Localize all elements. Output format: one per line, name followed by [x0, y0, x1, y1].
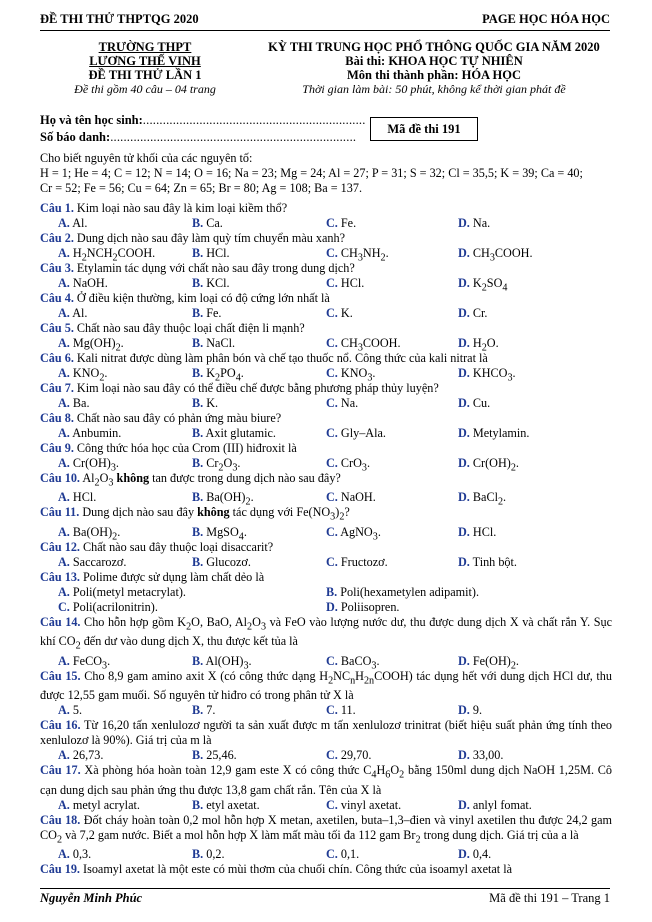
intro-line-1: Cho biết nguyên tử khối của các nguyên tố: — [40, 151, 253, 165]
option-letter: A. — [58, 396, 70, 410]
student-name-field[interactable]: ................................................................... — [142, 113, 366, 127]
option-letter: A. — [58, 584, 70, 599]
option-letter: B. — [192, 703, 204, 718]
answer-option-d[interactable]: D. 9. — [458, 703, 483, 718]
option-letter: D. — [458, 703, 470, 718]
answer-option-d[interactable]: D. $H_2O$. — [458, 336, 499, 354]
answer-option-a[interactable]: A. metyl acrylat. — [58, 797, 140, 812]
exam-code-box: Mã đề thi 191 — [370, 117, 478, 141]
answer-option-b[interactable]: B. Poli(hexametylen adipamit). — [326, 584, 479, 599]
question-stem: Câu 17. Xà phòng hóa hoàn toàn 12,9 gam este X có công thức $C_4H_6O_2$ bằng 150ml dung dịch NaOH 1,25M. Cô cạn dung dịch sau phản ứng thu được 13,8 gam chất rắn. Tên của X là — [40, 763, 612, 797]
option-letter: D. — [458, 426, 470, 440]
question-number: Câu 18. — [40, 812, 81, 827]
question-number: Câu 1. — [40, 201, 74, 215]
answer-option-d[interactable]: D. Na. — [458, 216, 491, 230]
header-left: ĐỀ THI THỬ THPTQG 2020 — [40, 12, 199, 26]
option-letter: B. — [192, 366, 204, 380]
question-stem: Câu 8. Chất nào sau đây có phản ứng màu biure? — [40, 411, 282, 425]
option-letter: D. — [458, 554, 470, 569]
answer-option-b[interactable]: B. Fe. — [192, 306, 222, 320]
option-letter: A. — [58, 703, 70, 718]
answer-option-c[interactable]: C. AgNO$_3$. — [326, 524, 381, 543]
exam-scope: Đề thi gồm 40 câu – 04 trang — [74, 82, 216, 96]
answer-options — [40, 798, 612, 813]
option-letter: D. — [458, 456, 470, 470]
answer-option-d[interactable]: D. $CH_3COOH$. — [458, 246, 533, 264]
answer-option-c[interactable]: C. vinyl axetat. — [326, 797, 402, 812]
question-item — [40, 291, 612, 321]
option-letter: A. — [58, 653, 70, 668]
question-item — [40, 570, 612, 615]
question-item — [40, 540, 612, 570]
answer-options — [40, 456, 612, 474]
answer-option-b[interactable]: B. Axit glutamic. — [192, 426, 276, 440]
question-stem: Câu 9. Công thức hóa học của Crom (III) hiđroxit là — [40, 441, 297, 455]
answer-options — [40, 336, 612, 354]
question-stem: Câu 2. Dung dịch nào sau đây làm quỳ tím chuyển màu xanh? — [40, 231, 345, 245]
answer-options — [40, 366, 612, 384]
answer-option-b[interactable]: B. $K_2PO_4$. — [192, 366, 244, 384]
answer-option-c[interactable]: C. Gly–Ala. — [326, 426, 386, 440]
answer-option-a[interactable]: A. $Mg(OH)_2$. — [58, 336, 124, 354]
answer-option-c[interactable]: C. 11. — [326, 703, 356, 718]
question-number: Câu 11. — [40, 505, 80, 520]
answer-options — [40, 653, 612, 672]
answer-option-a[interactable]: A. $Ba(OH)_2$. — [58, 524, 121, 543]
option-letter: B. — [192, 748, 204, 763]
option-letter: C. — [326, 797, 338, 812]
answer-option-a[interactable]: A. $H_2NCH_2COOH$. — [58, 246, 156, 264]
answer-option-c[interactable]: C. $CH_3NH_2$. — [326, 246, 389, 264]
option-letter: D. — [458, 366, 470, 380]
question-stem: Câu 11. Dung dịch nào sau đây không tác dụng với $Fe(NO_3)_2$? — [40, 505, 350, 523]
answer-option-c[interactable]: C. Poli(acrilonitrin). — [58, 599, 158, 614]
question-number: Câu 13. — [40, 569, 80, 584]
option-letter: C. — [326, 524, 338, 539]
answer-option-d[interactable]: D. Cu. — [458, 396, 491, 410]
option-letter: A. — [58, 216, 70, 230]
answer-options — [40, 524, 612, 543]
option-letter: D. — [458, 336, 470, 350]
option-letter: D. — [458, 276, 470, 290]
option-letter: C. — [326, 216, 338, 230]
option-letter: B. — [192, 797, 204, 812]
answer-option-b[interactable]: B. K. — [192, 396, 219, 410]
answer-option-c[interactable]: C. BaCO$_3$. — [326, 653, 380, 672]
option-letter: A. — [58, 336, 70, 350]
exam-title: KỲ THI TRUNG HỌC PHỔ THÔNG QUỐC GIA NĂM 2020 — [268, 40, 600, 54]
option-letter: D. — [458, 306, 470, 320]
question-stem: Câu 18. Đốt cháy hoàn toàn 0,2 mol hỗn hợp X metan, axetilen, buta–1,3–đien và vinyl axetilen thu được 24,2 gam $CO_2$ và 7,2 gam nước. Biết a mol hỗn hợp X làm mất màu tối đa 112 gam $Br_2$ trong dung dịch. Giá trị của a là — [40, 812, 612, 846]
option-letter: A. — [58, 524, 70, 539]
question-number: Câu 16. — [40, 718, 81, 733]
answer-options — [40, 847, 612, 862]
question-number: Câu 6. — [40, 351, 74, 365]
answer-option-d[interactable]: D. anlyl fomat. — [458, 797, 532, 812]
answer-options — [40, 703, 612, 718]
question-number: Câu 15. — [40, 668, 81, 683]
answer-option-b[interactable]: B. 7. — [192, 703, 216, 718]
option-letter: B. — [192, 653, 204, 668]
answer-options — [40, 276, 612, 294]
answer-option-b[interactable]: B. $Cr_2O_3$. — [192, 456, 241, 474]
answer-option-a[interactable]: A. 26,73. — [58, 748, 104, 763]
option-letter: D. — [458, 797, 470, 812]
answer-options — [40, 306, 612, 321]
option-letter: A. — [58, 847, 70, 862]
answer-option-a[interactable]: A. Anbumin. — [58, 426, 122, 440]
question-number: Câu 4. — [40, 291, 74, 305]
option-letter: C. — [326, 554, 338, 569]
question-item — [40, 411, 612, 441]
option-letter: A. — [58, 554, 70, 569]
option-letter: C. — [326, 456, 338, 470]
option-letter: B. — [192, 246, 204, 260]
option-letter: D. — [458, 748, 470, 763]
header-divider — [40, 30, 610, 31]
answer-option-c[interactable]: C. CrO$_3$. — [326, 456, 371, 474]
answer-option-c[interactable]: C. Fe. — [326, 216, 357, 230]
exam-component: Môn thi thành phần: HÓA HỌC — [346, 68, 521, 82]
option-letter: D. — [458, 490, 470, 505]
option-letter: B. — [192, 336, 204, 350]
intro-line-3: Cr = 52; Fe = 56; Cu = 64; Zn = 65; Br = 80; Ag = 108; Ba = 137. — [40, 181, 362, 195]
answer-options — [40, 426, 612, 441]
option-letter: C. — [326, 653, 338, 668]
option-letter: A. — [58, 306, 70, 320]
question-item — [40, 261, 612, 294]
answer-option-d[interactable]: D. Metylamin. — [458, 426, 530, 440]
footer-author: Nguyễn Minh Phúc — [40, 891, 143, 905]
answer-options — [40, 490, 612, 508]
question-stem: Câu 4. Ở điều kiện thường, kim loại có độ cứng lớn nhất là — [40, 291, 330, 305]
option-letter: B. — [192, 396, 204, 410]
option-letter: C. — [326, 490, 338, 505]
question-item — [40, 441, 612, 474]
question-item — [40, 813, 612, 862]
option-letter: A. — [58, 426, 70, 440]
option-letter: C. — [326, 847, 338, 862]
school-name-1: TRƯỜNG THPT — [98, 40, 192, 54]
option-letter: A. — [58, 246, 70, 260]
answer-option-d[interactable]: D. 33,00. — [458, 748, 504, 763]
option-letter: C. — [58, 599, 70, 614]
option-letter: D. — [326, 599, 338, 614]
question-item — [40, 231, 612, 264]
answer-option-c[interactable]: C. Na. — [326, 396, 359, 410]
answer-option-c[interactable]: C. 29,70. — [326, 748, 372, 763]
exam-time: Thời gian làm bài: 50 phút, không kể thời gian phát đề — [302, 82, 566, 96]
option-letter: D. — [458, 216, 470, 230]
option-letter: C. — [326, 748, 338, 763]
answer-option-a[interactable]: A. NaOH. — [58, 276, 108, 290]
option-letter: D. — [458, 847, 470, 862]
question-stem: Câu 16. Từ 16,20 tấn xenlulozơ người ta sản xuất được m tấn xenlulozơ trinitrat (biết hiệu suất phản ứng tính theo xenlulozơ là 90%). Giá trị của m là — [40, 718, 612, 748]
question-number: Câu 17. — [40, 763, 81, 778]
answer-option-c[interactable]: C. Fructozơ. — [326, 554, 388, 569]
answer-option-b[interactable]: B. MgSO$_4$. — [192, 524, 247, 543]
option-letter: B. — [192, 426, 204, 440]
option-letter: C. — [326, 276, 338, 290]
option-letter: D. — [458, 524, 470, 539]
answer-options — [40, 555, 612, 570]
page-header — [40, 12, 610, 30]
answer-option-d[interactable]: D. $Cr(OH)_2$. — [458, 456, 519, 474]
answer-option-d[interactable]: D. BaCl$_2$. — [458, 490, 507, 508]
answer-option-b[interactable]: B. $Al(OH)_3$. — [192, 653, 252, 672]
question-item — [40, 321, 612, 354]
atomic-mass-intro — [40, 151, 612, 196]
student-name-label: Họ và tên học sinh: — [40, 113, 143, 127]
answer-option-a[interactable]: A. Ba. — [58, 396, 90, 410]
answer-option-a[interactable]: A. 5. — [58, 703, 83, 718]
question-item — [40, 718, 612, 763]
answer-options — [40, 246, 612, 264]
student-id-label: Số báo danh: — [40, 130, 111, 144]
option-letter: B. — [192, 554, 204, 569]
school-block — [40, 40, 250, 96]
question-stem: Câu 3. Etylamin tác dụng với chất nào sau đây trong dung dịch? — [40, 261, 355, 275]
option-letter: D. — [458, 653, 470, 668]
answer-option-b[interactable]: B. NaCl. — [192, 336, 236, 350]
answer-option-b[interactable]: B. $Ba(OH)_2$. — [192, 490, 254, 508]
answer-options — [40, 748, 612, 763]
option-letter: B. — [326, 584, 338, 599]
answer-option-d[interactable]: D. $Fe(OH)_2$. — [458, 653, 519, 672]
answer-option-c[interactable]: C. HCl. — [326, 276, 365, 290]
question-stem: Câu 13. Polime được sử dụng làm chất dẻo là — [40, 569, 265, 584]
option-letter: C. — [326, 336, 338, 350]
answer-option-d[interactable]: D. Poliisopren. — [326, 599, 400, 614]
question-number: Câu 9. — [40, 441, 74, 455]
answer-option-d[interactable]: D. $KHCO_3$. — [458, 366, 516, 384]
option-letter: A. — [58, 490, 70, 505]
answer-option-c[interactable]: C. $CH_3COOH$. — [326, 336, 401, 354]
answer-option-c[interactable]: C. K. — [326, 306, 353, 320]
question-item — [40, 669, 612, 718]
question-number: Câu 7. — [40, 381, 74, 395]
option-letter: C. — [326, 396, 338, 410]
answer-option-b[interactable]: B. Ca. — [192, 216, 223, 230]
question-item — [40, 351, 612, 384]
answer-option-a[interactable]: A. HCl. — [58, 490, 97, 505]
answer-option-a[interactable]: A. Al. — [58, 216, 88, 230]
option-letter: B. — [192, 490, 204, 505]
question-stem: Câu 10. $Al_2O_3$ không tan được trong dung dịch nào sau đây? — [40, 471, 341, 489]
option-letter: B. — [192, 456, 204, 470]
question-item — [40, 763, 612, 812]
question-number: Câu 5. — [40, 321, 74, 335]
question-stem: Câu 15. Cho 8,9 gam amino axit X (có công thức dạng $H_2NC_nH_{2n}COOH$) tác dụng hết với dung dịch HCl dư, thu được 12,55 gam muối. Số nguyên tử hiđro có trong phân tử X là — [40, 668, 612, 703]
answer-option-d[interactable]: D. 0,4. — [458, 847, 492, 862]
page-footer — [40, 888, 610, 908]
answer-option-a[interactable]: A. Al. — [58, 306, 88, 320]
option-letter: A. — [58, 276, 70, 290]
option-letter: B. — [192, 524, 204, 539]
footer-divider — [40, 888, 610, 889]
option-letter: B. — [192, 847, 204, 862]
question-item — [40, 862, 612, 877]
question-number: Câu 12. — [40, 539, 80, 554]
question-number: Câu 3. — [40, 261, 74, 275]
student-id-field[interactable]: .......................................................................... — [110, 130, 357, 144]
question-list — [40, 201, 612, 877]
option-letter: C. — [326, 703, 338, 718]
question-number: Câu 10. — [40, 471, 80, 485]
answer-option-c[interactable]: C. NaOH. — [326, 490, 376, 505]
question-number: Câu 14. — [40, 614, 81, 629]
option-letter: C. — [326, 246, 338, 260]
answer-option-d[interactable]: D. $K_2SO_4$ — [458, 276, 508, 294]
header-right: PAGE HỌC HÓA HỌC — [482, 12, 610, 26]
option-letter: B. — [192, 306, 204, 320]
answer-option-b[interactable]: B. Glucozơ. — [192, 554, 251, 569]
answer-options — [40, 585, 612, 615]
question-item — [40, 201, 612, 231]
intro-line-2: H = 1; He = 4; C = 12; N = 14; O = 16; Na = 23; Mg = 24; Al = 27; P = 31; S = 32; Cl = 35,5; K = 39; Ca = 40; — [40, 166, 583, 180]
question-stem: Câu 19. Isoamyl axetat là một este có mùi thơm của chuối chín. Công thức của isoamyl axetat là — [40, 862, 513, 877]
option-letter: A. — [58, 748, 70, 763]
option-letter: C. — [326, 366, 338, 380]
candidate-info — [40, 112, 366, 146]
question-stem: Câu 12. Chất nào sau đây thuộc loại disaccarit? — [40, 539, 274, 554]
exam-subject: Bài thi: KHOA HỌC TỰ NHIÊN — [345, 54, 523, 68]
answer-option-d[interactable]: D. HCl. — [458, 524, 497, 539]
answer-option-a[interactable]: A. Saccarozơ. — [58, 554, 127, 569]
question-item — [40, 614, 612, 672]
answer-option-d[interactable]: D. Tinh bột. — [458, 554, 517, 569]
option-letter: A. — [58, 456, 70, 470]
answer-option-a[interactable]: A. $KNO_2$. — [58, 366, 108, 384]
answer-options — [40, 216, 612, 231]
question-number: Câu 8. — [40, 411, 74, 425]
question-stem: Câu 5. Chất nào sau đây thuộc loại chất điện li mạnh? — [40, 321, 305, 335]
option-letter: C. — [326, 426, 338, 440]
question-item — [40, 381, 612, 411]
answer-option-d[interactable]: D. Cr. — [458, 306, 488, 320]
school-name-2: LƯƠNG THẾ VINH — [89, 54, 201, 68]
answer-option-a[interactable]: A. $Cr(OH)_3$. — [58, 456, 119, 474]
answer-option-c[interactable]: C. $KNO_3$. — [326, 366, 376, 384]
option-letter: B. — [192, 216, 204, 230]
answer-option-c[interactable]: C. 0,1. — [326, 847, 360, 862]
question-stem: Câu 14. Cho hỗn hợp gồm $K_2O$, BaO, $Al_2O_3$ và FeO vào lượng nước dư, thu được dung dịch X và chất rắn Y. Sục khí $CO_2$ đến dư vào dung dịch X, thu được kết tủa là — [40, 614, 612, 652]
option-letter: B. — [192, 276, 204, 290]
option-letter: C. — [326, 306, 338, 320]
option-letter: A. — [58, 366, 70, 380]
answer-option-b[interactable]: B. 25,46. — [192, 748, 237, 763]
answer-options — [40, 396, 612, 411]
question-item — [40, 471, 612, 508]
answer-option-a[interactable]: A. FeCO$_3$. — [58, 653, 111, 672]
option-letter: D. — [458, 246, 470, 260]
answer-option-a[interactable]: A. 0,3. — [58, 847, 92, 862]
question-item — [40, 505, 612, 543]
answer-option-b[interactable]: B. KCl. — [192, 276, 230, 290]
exam-round: ĐỀ THI THỬ LẦN 1 — [88, 68, 202, 82]
question-number: Câu 19. — [40, 862, 80, 877]
answer-option-b[interactable]: B. HCl. — [192, 246, 230, 260]
question-stem: Câu 1. Kim loại nào sau đây là kim loại kiềm thổ? — [40, 201, 288, 215]
exam-block — [258, 40, 610, 96]
option-letter: A. — [58, 797, 70, 812]
question-stem: Câu 6. Kali nitrat được dùng làm phân bón và chế tạo thuốc nổ. Công thức của kali nitrat là — [40, 351, 488, 365]
question-stem: Câu 7. Kim loại nào sau đây có thể điều chế được bằng phương pháp thủy luyện? — [40, 381, 439, 395]
answer-option-a[interactable]: A. Poli(metyl metacrylat). — [58, 584, 186, 599]
footer-page: Mã đề thi 191 – Trang 1 — [489, 891, 610, 905]
answer-option-b[interactable]: B. 0,2. — [192, 847, 225, 862]
option-letter: D. — [458, 396, 470, 410]
answer-option-b[interactable]: B. etyl axetat. — [192, 797, 260, 812]
question-number: Câu 2. — [40, 231, 74, 245]
